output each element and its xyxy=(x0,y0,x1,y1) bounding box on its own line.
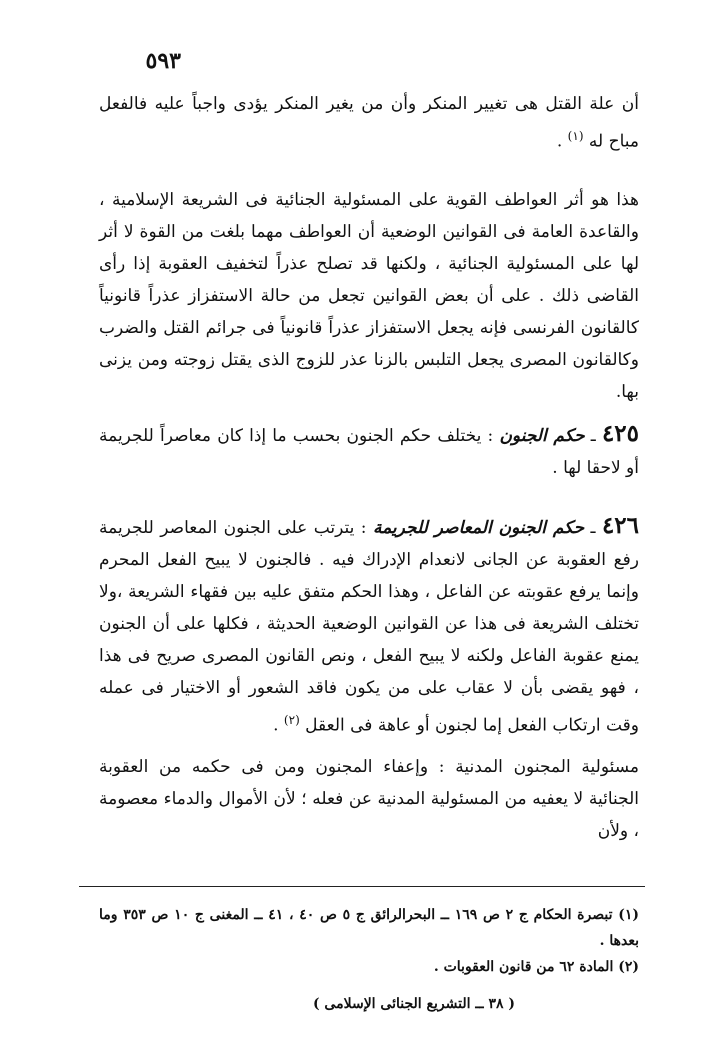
civil-liability-text: مسئولية المجنون المدنية : وإعفاء المجنون ومن فى حكمه من العقوبة الجنائية لا يعفيه من المسئولية المدنية عن فعله ؛ لأن الأموال والدماء معصومة ، ولأن xyxy=(99,757,639,842)
section-426-title: حكم الجنون المعاصر للجريمة xyxy=(372,517,585,538)
paragraph-1 xyxy=(99,88,639,158)
body-text xyxy=(99,86,639,847)
paragraph-1-text: أن علة القتل هى تغيير المنكر وأن من يغير المنكر يؤدى واجباً عليه فالفعل مباح له xyxy=(99,94,639,152)
footnote-2: (٢) المادة ٦٢ من قانون العقوبات . xyxy=(433,959,639,975)
civil-liability-paragraph xyxy=(99,751,639,847)
paragraph-2-text: هذا هو أثر العواطف القوية على المسئولية الجنائية فى الشريعة الإسلامية ، والقاعدة العامة فى القوانين الوضعية أن العواطف مهما بلغت من القوة لا أثر لها على المسئولية الجنائية ، ولكنها قد تصلح عذراً لتخفيف العقوبة إذا رأى القاضى ذلك . على أن بعض القوانين تجعل من حالة الاستفزاز عذراً قانونياً كالقانون الفرنسى فإنه يجعل الاستفزاز عذراً قانونياً فى جرائم القتل والضرب وكالقانون المصرى يجعل التلبس بالزنا عذر للزوج الذى يقتل زوجته ومن يزنى بها. xyxy=(99,189,639,402)
footnote-divider xyxy=(79,886,645,887)
running-footer: ( ٣٨ ــ التشريع الجنائى الإسلامى ) xyxy=(312,996,515,1012)
section-425-number: ٤٢٥ xyxy=(601,419,639,447)
page-number: ٥٩٣ xyxy=(145,48,181,74)
section-425: ٤٢٥ ـ حكم الجنون : يختلف حكم الجنون بحسب ما إذا كان معاصراً للجريمة أو لاحقا لها . xyxy=(99,419,639,478)
paragraph-1-end: . xyxy=(556,131,568,152)
footnote-ref-2: (٢) xyxy=(283,712,300,727)
section-426: ٤٢٦ ـ حكم الجنون المعاصر للجريمة : يترتب على الجنون المعاصر للجريمة رفع العقوبة عن الجانى لانعدام الإدراك فيه . فالجنون لا يبيح الفعل المحرم وإنما يرفع عقوبته عن الفاعل ، وهذا الحكم متفق عليه بين فقهاء الشريعة ،ولا تختلف الشريعة فى هذا عن القوانين الوضعية الحديثة ، فكلها على أن الجنون يمنع عقوبة الفاعل ولكنه لا يبيح الفعل ، ونص القانون المصرى صريح فى هذا ، فهو يقضى بأن لا عقاب على من يكون فاقد الشعور أو الاختيار فى عمله وقت ارتكاب الفعل إما لجنون أو عاهة فى العقل $^{(٢)}$ . xyxy=(99,511,639,736)
section-426-number: ٤٢٦ xyxy=(601,511,639,539)
section-426-end: . xyxy=(273,715,284,736)
footnote-ref-1: (١) xyxy=(567,129,584,143)
section-426-text: : يترتب على الجنون المعاصر للجريمة رفع العقوبة عن الجانى لانعدام الإدراك فيه . فالجنون لا يبيح الفعل المحرم وإنما يرفع عقوبته عن الفاعل ، وهذا الحكم متفق عليه بين فقهاء الشريعة ،ولا تختلف الشريعة فى هذا عن القوانين الوضعية الحديثة ، فكلها على أن الجنون يمنع عقوبة الفاعل ولكنه لا يبيح الفعل ، ونص القانون المصرى صريح فى هذا ، فهو يقضى بأن لا عقاب على من يكون فاقد الشعور أو الاختيار فى عمله وقت ارتكاب الفعل إما لجنون أو عاهة فى العقل xyxy=(99,517,639,736)
footnotes xyxy=(99,902,639,980)
section-425-title: حكم الجنون xyxy=(499,425,585,446)
footnote-1: (١) تبصرة الحكام ج ٢ ص ١٦٩ ــ البحرالرائق ج ٥ ص ٤٠ ، ٤١ ــ المغنى ج ١٠ ص ٣٥٣ وما بعدها . xyxy=(99,907,639,949)
paragraph-2 xyxy=(99,184,639,408)
section-425-text: : يختلف حكم الجنون بحسب ما إذا كان معاصراً للجريمة أو لاحقا لها . xyxy=(99,425,639,478)
